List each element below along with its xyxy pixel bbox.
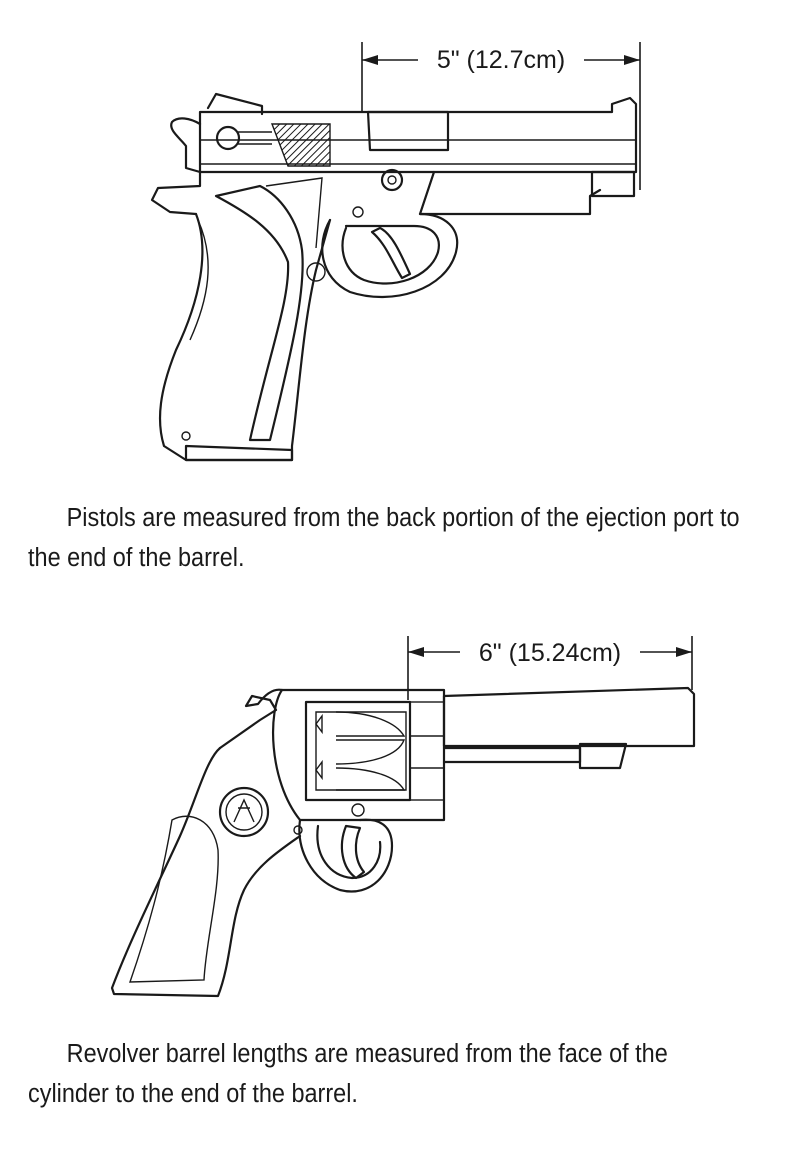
revolver-caption: Revolver barrel lengths are measured from the face of the cylinder to the end of the barrel.	[28, 1040, 668, 1108]
revolver-dimension-label: 6" (15.24cm)	[478, 639, 622, 667]
pistol-illustration	[0, 0, 794, 480]
pistol-drawing	[152, 94, 636, 460]
pistol-dimension-label: 5" (12.7cm)	[436, 46, 566, 74]
revolver-illustration	[0, 620, 794, 1010]
revolver-drawing	[112, 688, 694, 996]
revolver-figure	[0, 620, 794, 1010]
pistol-caption: Pistols are measured from the back portion of the ejection port to the end of the barrel.	[28, 504, 740, 572]
pistol-figure	[0, 0, 794, 480]
